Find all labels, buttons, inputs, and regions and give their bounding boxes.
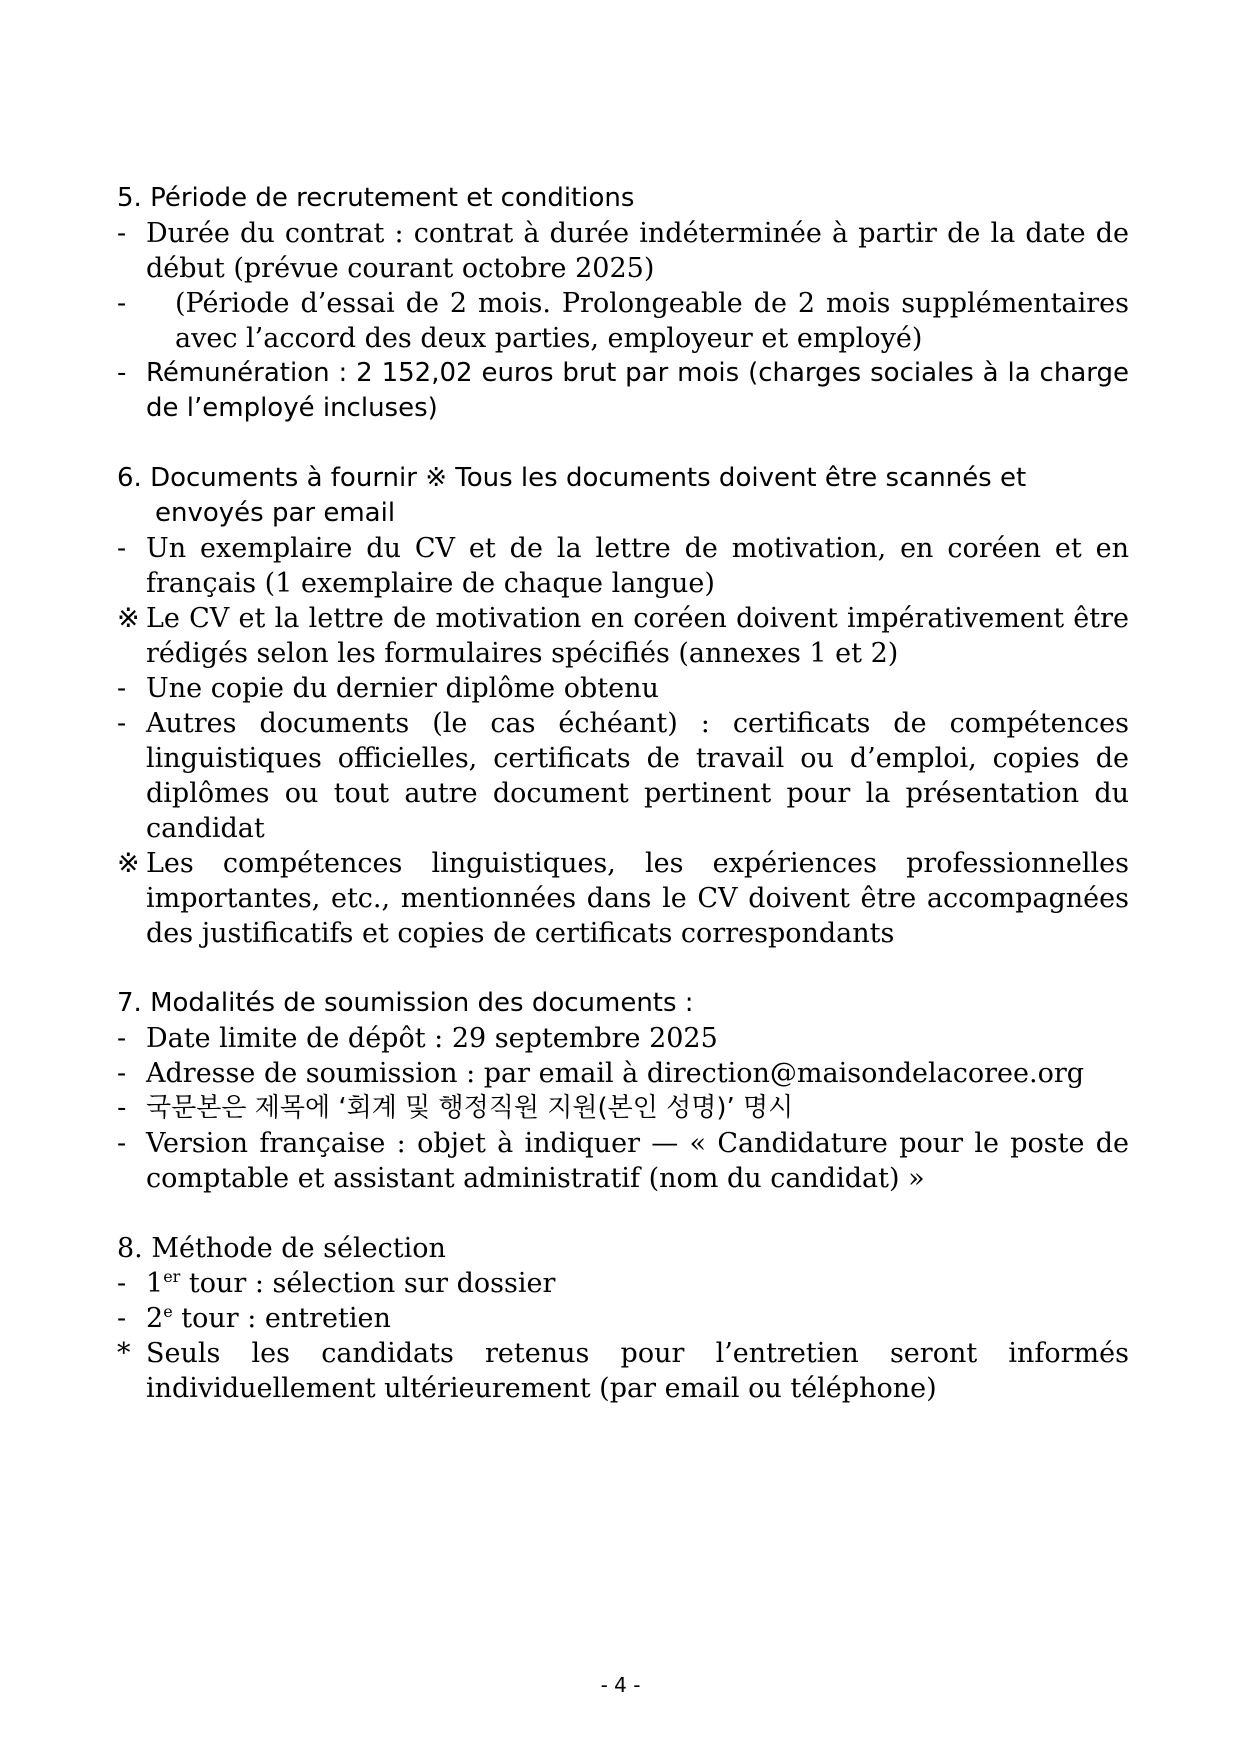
list-item — [117, 531, 1129, 601]
section-heading: 5. Période de recrutement et conditions — [117, 183, 635, 213]
ordinal-suffix: er — [163, 1267, 181, 1286]
section-recruitment-period — [117, 181, 1129, 426]
section-heading: 8. Méthode de sélection — [117, 1233, 446, 1264]
list-marker: - — [117, 533, 127, 564]
list-item-text: Une copie du dernier diplôme obtenu — [146, 673, 659, 704]
list-marker: - — [117, 1128, 127, 1159]
list-marker: ※ — [117, 603, 140, 634]
list-item-text: Seuls les candidats retenus pour l’entretien seront informés individuellement ultérieurement (par email ou téléphone) — [146, 1338, 1129, 1404]
list-marker: - — [117, 218, 127, 249]
list-item — [117, 216, 1129, 286]
list-marker: - — [117, 673, 127, 704]
list-item-text: Date limite de dépôt : 29 septembre 2025 — [146, 1023, 718, 1054]
list-item — [117, 1266, 1129, 1301]
list-item-text: 국문본은 제목에 ‘회계 및 행정직원 지원(본인 성명)’ 명시 — [146, 1093, 794, 1123]
ordinal-suffix: e — [163, 1302, 173, 1321]
list-item — [117, 286, 1129, 356]
round-number: 1 — [146, 1268, 164, 1299]
list-item — [117, 1336, 1129, 1406]
list-item — [117, 601, 1129, 671]
list-item — [117, 671, 1129, 706]
list-item-text: tour : sélection sur dossier — [180, 1268, 556, 1299]
list-item — [117, 706, 1129, 846]
list-marker: - — [117, 1093, 127, 1123]
list-item-text: Durée du contrat : contrat à durée indéterminée à partir de la date de début (prévue courant octobre 2025) — [146, 218, 1129, 284]
list-item — [117, 1091, 1129, 1126]
page-number: - 4 - — [600, 1673, 641, 1697]
document-body — [117, 181, 1129, 1406]
list-marker: - — [117, 1303, 127, 1334]
list-item — [117, 1126, 1129, 1196]
round-number: 2 — [146, 1303, 164, 1334]
list-marker: - — [117, 1023, 127, 1054]
list-item-text: Un exemplaire du CV et de la lettre de motivation, en coréen et en français (1 exemplaire de chaque langue) — [146, 533, 1129, 599]
list-item-text: Le CV et la lettre de motivation en coréen doivent impérativement être rédigés selon les formulaires spécifiés (annexes 1 et 2) — [146, 603, 1129, 669]
list-marker: * — [117, 1338, 131, 1369]
list-marker: - — [117, 288, 127, 319]
list-item-text: Adresse de soumission : par email à direction@maisondelacoree.org — [146, 1058, 1085, 1089]
list-marker: ※ — [117, 848, 140, 879]
list-marker: - — [117, 1058, 127, 1089]
list-item-text: tour : entretien — [172, 1303, 391, 1334]
list-item-text: Autres documents (le cas échéant) : certificats de compétences linguistiques officielles, certificats de travail ou d’emploi, copies de diplômes ou tout autre document pertinent pour la présentation du candidat — [146, 708, 1129, 844]
list-item — [117, 1056, 1129, 1091]
list-item — [117, 846, 1129, 951]
section-documents — [117, 461, 1129, 951]
list-marker: - — [117, 1268, 127, 1299]
section-heading: 6. Documents à fournir ※ Tous les documents doivent être scannés et envoyés par email — [117, 463, 1027, 528]
list-item-text: Rémunération : 2 152,02 euros brut par mois (charges sociales à la charge de l’employé incluses) — [146, 358, 1129, 423]
list-item-text: Les compétences linguistiques, les expériences professionnelles importantes, etc., mentionnées dans le CV doivent être accompagnées des justificatifs et copies de certificats correspondants — [146, 848, 1129, 949]
list-item — [117, 356, 1129, 426]
section-selection-method — [117, 1231, 1129, 1406]
list-item-text: Version française : objet à indiquer — « Candidature pour le poste de comptable et assistant administratif (nom du candidat) » — [146, 1128, 1129, 1194]
section-heading: 7. Modalités de soumission des documents : — [117, 988, 694, 1018]
list-marker: - — [117, 708, 127, 739]
list-item-text: (Période d’essai de 2 mois. Prolongeable de 2 mois supplémentaires avec l’accord des deux parties, employeur et employé) — [175, 288, 1129, 354]
section-submission — [117, 986, 1129, 1196]
list-marker: - — [117, 358, 127, 388]
list-item — [117, 1021, 1129, 1056]
list-item — [117, 1301, 1129, 1336]
